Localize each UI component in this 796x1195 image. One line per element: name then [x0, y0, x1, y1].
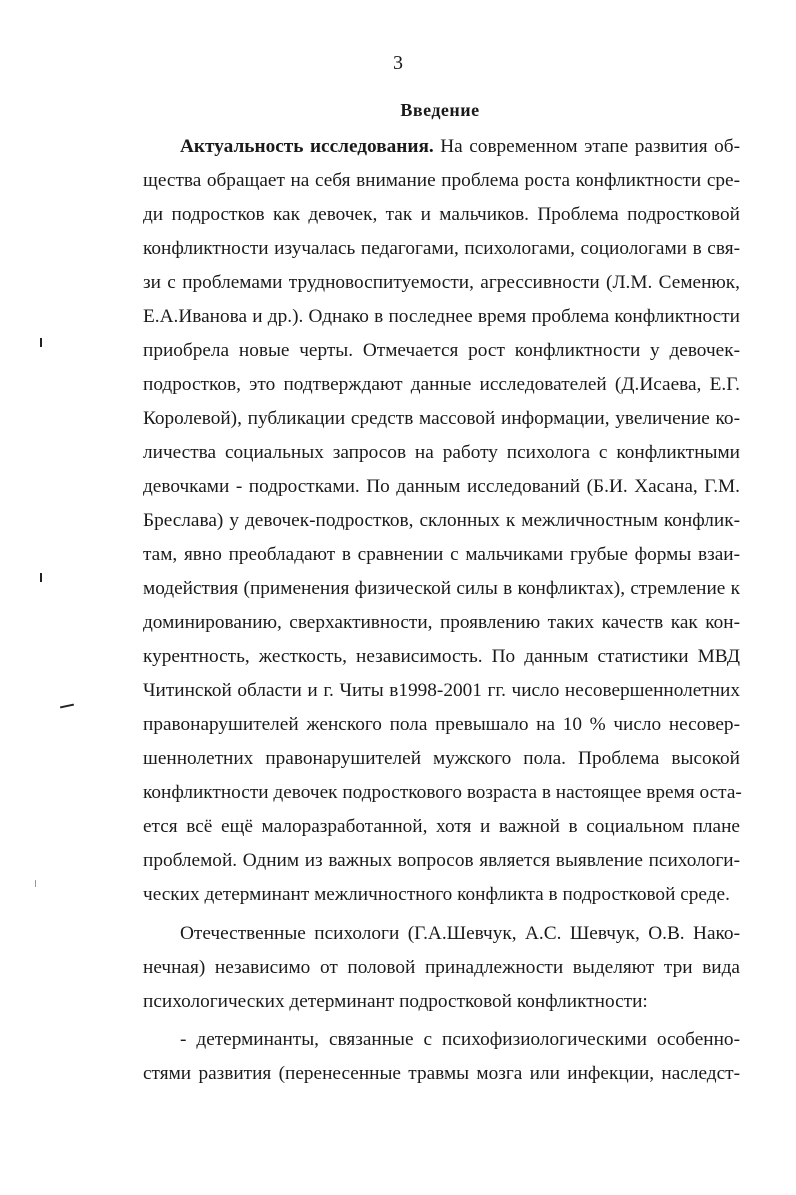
section-heading: Введение [400, 100, 480, 120]
line-text: Е.А.Иванова и др.). Однако в последнее время проблема конфликтности [143, 306, 740, 327]
text-line [143, 713, 740, 737]
text-line [143, 339, 740, 363]
line-text: щества обращает на себя внимание проблема роста конфликтности сре- [143, 170, 740, 191]
text-line [143, 747, 740, 771]
text-line [143, 441, 740, 465]
text-line [143, 815, 740, 839]
scan-artifact [60, 704, 74, 709]
line-text: Отечественные психологи (Г.А.Шевчук, А.С. Шевчук, О.В. Нако- [180, 923, 740, 944]
line-text: На современном этапе развития об- [433, 136, 740, 157]
text-line [143, 577, 740, 601]
line-text: девочками - подростками. По данным исследований (Б.И. Хасана, Г.М. [143, 476, 740, 497]
scan-artifact [40, 338, 42, 347]
page-number: 3 [393, 52, 403, 74]
line-text: стями развития (перенесенные травмы мозга или инфекции, наследст- [143, 1063, 740, 1084]
line-text: приобрела новые черты. Отмечается рост конфликтности у девочек- [143, 340, 740, 361]
text-line [143, 883, 740, 907]
line-text: - детерминанты, связанные с психофизиологическими особенно- [180, 1029, 740, 1050]
text-line [143, 509, 740, 533]
scan-artifact [35, 880, 36, 887]
line-text: подростков, это подтверждают данные исследователей (Д.Исаева, Е.Г. [143, 374, 740, 395]
lead-in-bold: Актуальность исследования. [180, 136, 434, 157]
text-line [143, 407, 740, 431]
line-text: ди подростков как девочек, так и мальчиков. Проблема подростковой [143, 204, 740, 225]
text-line [143, 849, 740, 873]
text-line [143, 475, 740, 499]
text-line [143, 956, 740, 980]
text-line [143, 1062, 740, 1086]
line-text: правонарушителей женского пола превышало на 10 % число несовер- [143, 714, 740, 735]
line-text: Бреслава) у девочек-подростков, склонных к межличностным конфлик- [143, 510, 740, 531]
line-text: личества социальных запросов на работу психолога с конфликтными [143, 442, 740, 463]
line-text: доминированию, сверхактивности, проявлению таких качеств как кон- [143, 612, 740, 633]
text-line [180, 1028, 740, 1052]
line-text: конфликтности девочек подросткового возраста в настоящее время оста- [143, 782, 742, 803]
text-line [143, 990, 740, 1014]
line-text: ческих детерминант межличностного конфликта в подростковой среде. [143, 884, 730, 905]
line-text: шеннолетних правонарушителей мужского пола. Проблема высокой [143, 748, 740, 769]
text-line [143, 271, 740, 295]
line-text: Читинской области и г. Читы в1998-2001 гг. число несовершеннолетних [143, 680, 740, 701]
text-line [143, 169, 740, 193]
text-line [143, 203, 740, 227]
line-text: ется всё ещё малоразработанной, хотя и важной в социальном плане [143, 816, 740, 837]
line-text: там, явно преобладают в сравнении с мальчиками грубые формы взаи- [143, 544, 740, 565]
line-text: конфликтности изучалась педагогами, психологами, социологами в свя- [143, 238, 740, 259]
text-line [143, 679, 740, 703]
line-text: Королевой), публикации средств массовой информации, увеличение ко- [143, 408, 740, 429]
line-text: проблемой. Одним из важных вопросов является выявление психологи- [143, 850, 740, 871]
text-line [143, 237, 740, 261]
line-text: психологических детерминант подростковой конфликтности: [143, 991, 648, 1012]
text-line [180, 922, 740, 946]
text-line [143, 645, 740, 669]
text-line [143, 611, 740, 635]
line-text: нечная) независимо от половой принадлежности выделяют три вида [143, 957, 740, 978]
text-line [143, 305, 740, 329]
text-line [143, 543, 740, 567]
text-line [180, 135, 740, 159]
line-text: зи с проблемами трудновоспитуемости, агрессивности (Л.М. Семенюк, [143, 272, 740, 293]
scan-artifact [40, 573, 42, 582]
line-text: модействия (применения физической силы в конфликтах), стремление к [143, 578, 740, 599]
text-line [143, 373, 740, 397]
text-line [143, 781, 740, 805]
line-text: курентность, жесткость, независимость. По данным статистики МВД [143, 646, 740, 667]
